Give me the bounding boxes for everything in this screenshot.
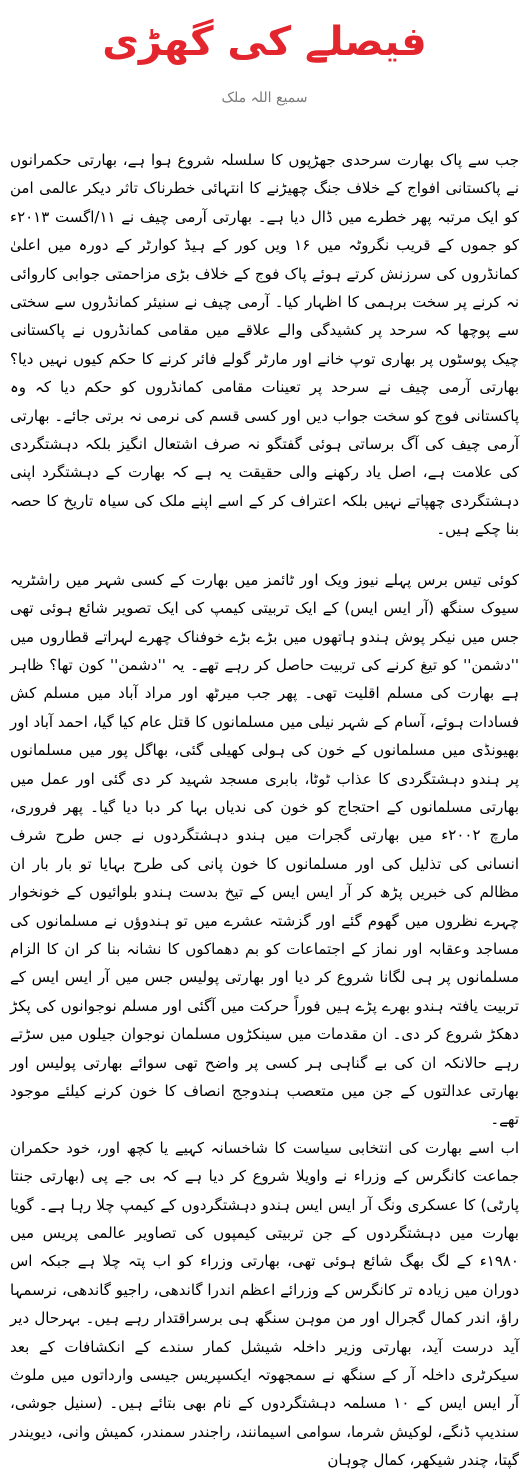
article-paragraph: جب سے پاک بھارت سرحدی جھڑپوں کا سلسلہ شروع ہوا ہے، بھارتی حکمرانوں نے پاکستانی افواج کے خلاف جنگ چھیڑنے کا انتہائی خطرناک تاثر دیکر عالمی امن کو ایک مرتبہ پھر خطرے میں ڈال دیا ہے۔ بھارتی آرمی چیف نے ۱۱/اگست ۲۰۱۳ء کو جموں کے قریب نگروٹہ میں ۱۶ ویں کور کے ہیڈ کوارٹر کے دورہ میں اعلیٰ کمانڈروں کی سرزنش کرتے ہوئے پاک فوج کے خلاف بڑی مزاحمتی جوابی کاروائی نہ کرنے پر سخت برہمی کا اظہار کیا۔ آرمی چیف نے سنیئر کمانڈروں سے سختی سے پوچھا کہ سرحد پر کشیدگی والے علاقے میں مقامی کمانڈروں نے پاکستانی چیک پوسٹوں پر بھاری توپ خانے اور مارٹر گولے فائر کرنے کا حکم کیوں نہیں دیا؟ بھارتی آرمی چیف نے سرحد پر تعینات مقامی کمانڈروں کو حکم دیا کہ وہ پاکستانی فوج کو سخت جواب دیں اور کسی قسم کی نرمی نہ برتی جائے۔ بھارتی آرمی چیف کی آگ برساتی ہوئی گفتگو نہ صرف اشتعال انگیز بلکہ دہشتگردی کی علامت ہے، اصل یاد رکھنے والی حقیقت یہ ہے کہ بھارت کے دہشتگرد اپنی دہشتگردی چھپاتے نہیں بلکہ اعتراف کر کے اسے اپنے ملک کی سیاہ تاریخ کا حصہ بنا چکے ہیں۔ bbox=[10, 151, 519, 539]
author-byline: سمیع اللہ ملک bbox=[221, 90, 308, 106]
article-body bbox=[10, 146, 519, 1475]
article-headline: فیصلے کی گھڑی bbox=[102, 19, 427, 65]
article-paragraph: اب اسے بھارت کی انتخابی سیاست کا شاخسانہ کہیے یا کچھ اور، خود حکمران جماعت کانگرس کے وزراء نے واویلا شروع کر دیا ہے کہ بی جے پی (بھارتی جنتا پارٹی) کا عسکری ونگ آر ایس ایس ہندو دہشتگردوں کے کیمپ چلا رہا ہے۔ گویا بھارت میں دہشتگردوں کے جن تربیتی کیمپوں کی تصاویر عالمی پریس میں ۱۹۸۰ء کے لگ بھگ شائع ہوئی تھی، بھارتی وزراء کو اب پتہ چلا ہے جبکہ اس دوران میں زیادہ تر کانگرس کے وزرائے اعظم اندرا گاندھی، راجیو گاندھی، نرسمہا راؤ، اندر کمال گجرال اور من موہن سنگھ ہی برسراقتدار رہے ہیں۔ بہرحال دیر آید درست آید، بھارتی وزیر داخلہ شیشل کمار سندے کے انکشافات کے بعد سیکرٹری داخلہ آر کے سنگھ نے سمجھوتہ ایکسپریس جیسی وارداتوں میں ملوث آر ایس ایس کے ۱۰ مسلمہ دہشتگردوں کے نام بھی بتائے ہیں۔ (سنیل جوشی، سندیپ ڈنگے، لوکیش شرما، سوامی اسیمانند، راجندر سمندر، کمیش وانی، دیویندر گپتا، چندر شیکھر، کمال چوہان bbox=[10, 1138, 519, 1470]
article-paragraph: کوئی تیس برس پہلے نیوز ویک اور ٹائمز میں بھارت کے کسی شہر میں راشٹریہ سیوک سنگھ (آر ایس ایس) کے ایک تربیتی کیمپ کی ایک تصویر شائع ہوئی تھی جس میں نیکر پوش ہندو ہاتھوں میں بڑے بڑے خوفناک چھرے لہراتے قطاروں میں ''دشمن'' کو تیغ کرنے کی تربیت حاصل کر رہے تھے۔ یہ ''دشمن'' کون تھا؟ ظاہر ہے بھارت کی مسلم اقلیت تھی۔ پھر جب میرٹھ اور مراد آباد میں مسلم کش فسادات ہوئے، آسام کے شہر نیلی میں مسلمانوں کا قتل عام کیا گیا، احمد آباد اور بھیونڈی میں مسلمانوں کے خون کی ہولی کھیلی گئی، بھاگل پور میں مسلمانوں پر ہندو دہشتگردی کا عذاب ٹوٹا، بابری مسجد شہید کر دی گئی اور عمل میں بھارتی مسلمانوں کے احتجاج کو خون کی ندیاں بہا کر دبا دیا گیا۔ پھر فروری، مارچ ۲۰۰۲ء میں بھارتی گجرات میں ہندو دہشتگردوں نے جس طرح شرف انسانی کی تذلیل کی اور مسلمانوں کا خون پانی کی طرح بہایا تو بار بار ان مظالم کی خبریں پڑھ کر آر ایس ایس کے تیخ بدست ہندو بلوائیوں کے خونخوار چہرے نظروں میں گھوم گئے اور گزشتہ عشرے میں تو ہندوؤں نے مسلمانوں کی مساجد وعقابہ اور نماز کے اجتماعات کو بم دھماکوں کا نشانہ بنا کر ان کا الزام مسلمانوں پر ہی لگانا شروع کر دیا اور بھارتی پولیس جس میں آر ایس ایس کے تربیت یافتہ ہندو بھرے پڑے ہیں فوراً حرکت میں آگئی اور مسلم نوجوانوں کی پکڑ دھکڑ شروع کر دی۔ ان مقدمات میں سینکڑوں مسلمان نوجوان جیلوں میں سڑتے رہے حالانکہ ان کی بے گناہی ہر کسی پر واضح تھی سوائے بھارتی پولیس اور بھارتی عدالتوں کے جن میں متعصب ہندوجج انصاف کا خون کرنے کیلئے موجود تھے۔ bbox=[10, 570, 519, 1129]
